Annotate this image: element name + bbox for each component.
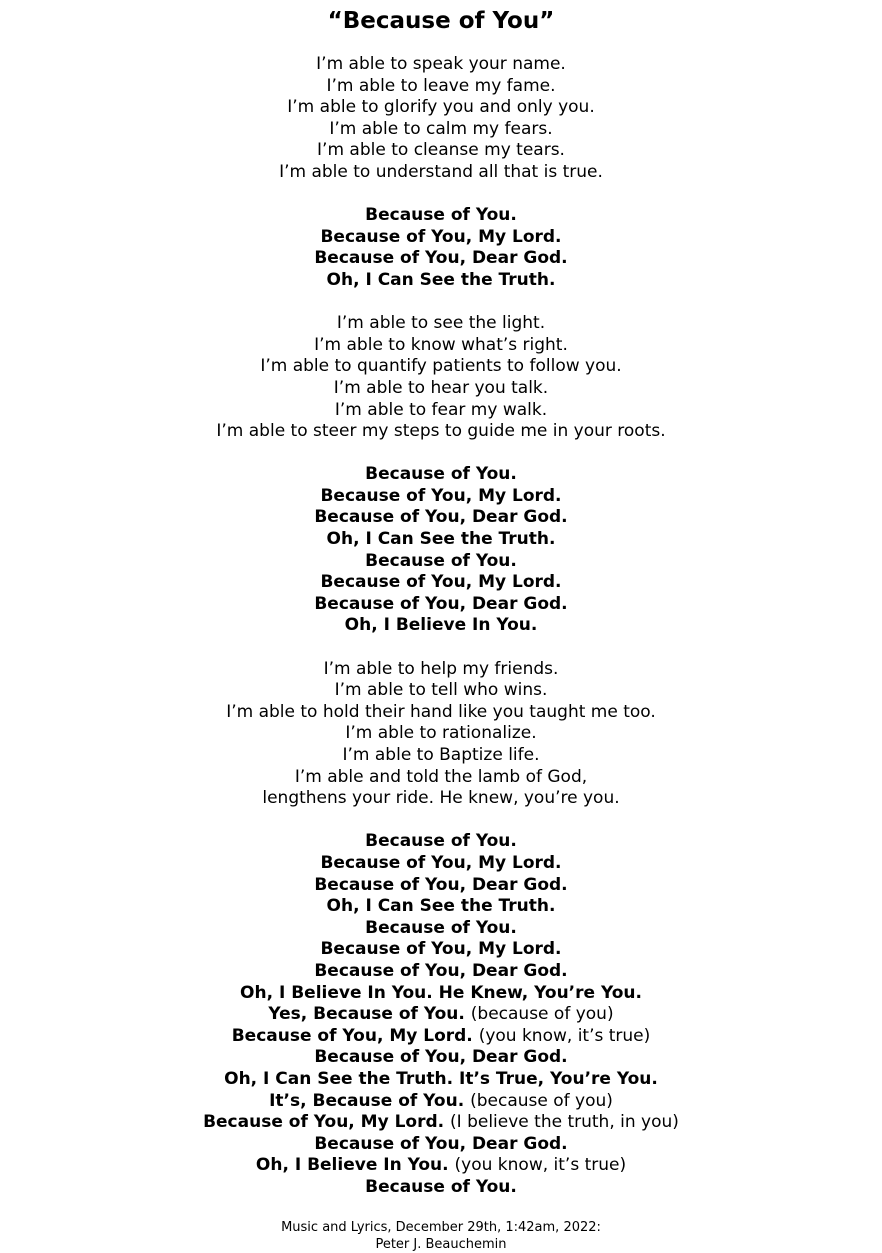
- chorus-line-main: Oh, I Believe In You.: [255, 1155, 449, 1176]
- lyric-line: I’m able to know what’s right.: [314, 334, 568, 355]
- chorus-line-aside: (because of you): [470, 1090, 613, 1111]
- chorus-line-main: Because of You, Dear God.: [314, 1047, 568, 1068]
- lyric-line: I’m able to tell who wins.: [334, 680, 548, 701]
- lyric-line: I’m able to hear you talk.: [333, 377, 549, 398]
- lyric-line: I’m able to steer my steps to guide me in your roots.: [216, 421, 666, 442]
- chorus-line: Because of You, Dear God.: [314, 248, 568, 269]
- lyrics-body: [0, 54, 882, 1220]
- verse-2: [0, 313, 882, 443]
- chorus-line: [0, 939, 882, 961]
- chorus-line: [0, 1155, 882, 1177]
- chorus-line-main: Because of You, Dear God.: [314, 874, 568, 895]
- chorus-line-main: Because of You.: [365, 831, 517, 852]
- lyric-line: lengthens your ride. He knew, you’re you.: [262, 788, 620, 809]
- chorus-line: Because of You, Dear God.: [314, 507, 568, 528]
- chorus-line: [0, 1026, 882, 1048]
- chorus-line-main: Because of You.: [365, 1176, 517, 1197]
- verse-3: [0, 659, 882, 810]
- chorus-line-main: Because of You, Dear God.: [314, 960, 568, 981]
- chorus-line: Oh, I Can See the Truth.: [326, 269, 556, 290]
- chorus-line-main: Because of You.: [365, 917, 517, 938]
- chorus-line: [0, 1004, 882, 1026]
- chorus-line: Because of You, Dear God.: [314, 593, 568, 614]
- lyric-line: I’m able to rationalize.: [345, 723, 537, 744]
- lyric-line: I’m able to cleanse my tears.: [317, 140, 565, 161]
- chorus-line: [0, 1047, 882, 1069]
- credit-line: Music and Lyrics, December 29th, 1:42am, 2022:: [281, 1220, 601, 1235]
- lyric-line: I’m able to fear my walk.: [334, 399, 548, 420]
- chorus-line: [0, 896, 882, 918]
- song-title: “Because of You”: [327, 8, 555, 34]
- chorus-line: [0, 1112, 882, 1134]
- verse-1: [0, 54, 882, 184]
- chorus-line: [0, 983, 882, 1005]
- credits-footer: [0, 1219, 882, 1253]
- lyric-line: I’m able to glorify you and only you.: [287, 97, 595, 118]
- lyric-line: I’m able to help my friends.: [323, 658, 559, 679]
- lyric-line: I’m able to Baptize life.: [342, 745, 540, 765]
- chorus-line-main: Because of You, My Lord.: [320, 939, 562, 960]
- chorus-line: Because of You.: [365, 205, 517, 226]
- chorus-line: Because of You, My Lord.: [320, 572, 562, 593]
- lyric-line: I’m able to calm my fears.: [329, 118, 553, 139]
- chorus-line-aside: (because of you): [470, 1004, 614, 1025]
- chorus-line-main: Oh, I Can See the Truth.: [326, 896, 556, 917]
- chorus-line-aside: (I believe the truth, in you): [450, 1112, 679, 1133]
- chorus-line: [0, 1069, 882, 1091]
- author-name: Peter J. Beauchemin: [375, 1237, 507, 1252]
- lyric-line: I’m able to speak your name.: [316, 54, 566, 74]
- lyric-line: I’m able to see the light.: [336, 313, 546, 334]
- chorus-line: Because of You, My Lord.: [320, 485, 562, 506]
- chorus-1: [0, 205, 882, 291]
- chorus-line-aside: (you know, it’s true): [454, 1155, 627, 1176]
- chorus-line: Because of You.: [365, 550, 517, 571]
- chorus-line-main: Because of You, My Lord.: [203, 1112, 445, 1133]
- chorus-line: Because of You, My Lord.: [320, 226, 562, 247]
- chorus-line-aside: (you know, it’s true): [478, 1025, 651, 1046]
- chorus-line: Oh, I Believe In You.: [344, 615, 538, 636]
- lyric-line: I’m able to hold their hand like you taught me too.: [226, 701, 656, 722]
- lyric-line: I’m able to leave my fame.: [326, 75, 556, 96]
- chorus-line-main: Oh, I Believe In You. He Knew, You’re You.: [240, 982, 642, 1003]
- chorus-line: Because of You.: [365, 464, 517, 485]
- chorus-line: Oh, I Can See the Truth.: [326, 529, 556, 550]
- chorus-line-main: Yes, Because of You.: [268, 1004, 465, 1025]
- chorus-line: [0, 831, 882, 853]
- chorus-line: [0, 1091, 882, 1113]
- chorus-line-main: Because of You, My Lord.: [320, 852, 562, 873]
- chorus-line: [0, 853, 882, 875]
- chorus-3: [0, 831, 882, 1198]
- chorus-line: [0, 961, 882, 983]
- lyric-line: I’m able to quantify patients to follow you.: [260, 356, 622, 377]
- lyric-line: I’m able to understand all that is true.: [279, 161, 603, 182]
- chorus-line-main: Because of You, My Lord.: [231, 1025, 473, 1046]
- chorus-2: [0, 464, 882, 637]
- chorus-line: [0, 875, 882, 897]
- chorus-line-main: Because of You, Dear God.: [314, 1133, 568, 1154]
- chorus-line: [0, 918, 882, 940]
- lyric-line: I’m able and told the lamb of God,: [294, 766, 588, 787]
- chorus-line: [0, 1177, 882, 1199]
- chorus-line: [0, 1134, 882, 1156]
- chorus-line-main: Oh, I Can See the Truth. It’s True, You’re You.: [224, 1068, 658, 1089]
- chorus-line-main: It’s, Because of You.: [269, 1090, 465, 1111]
